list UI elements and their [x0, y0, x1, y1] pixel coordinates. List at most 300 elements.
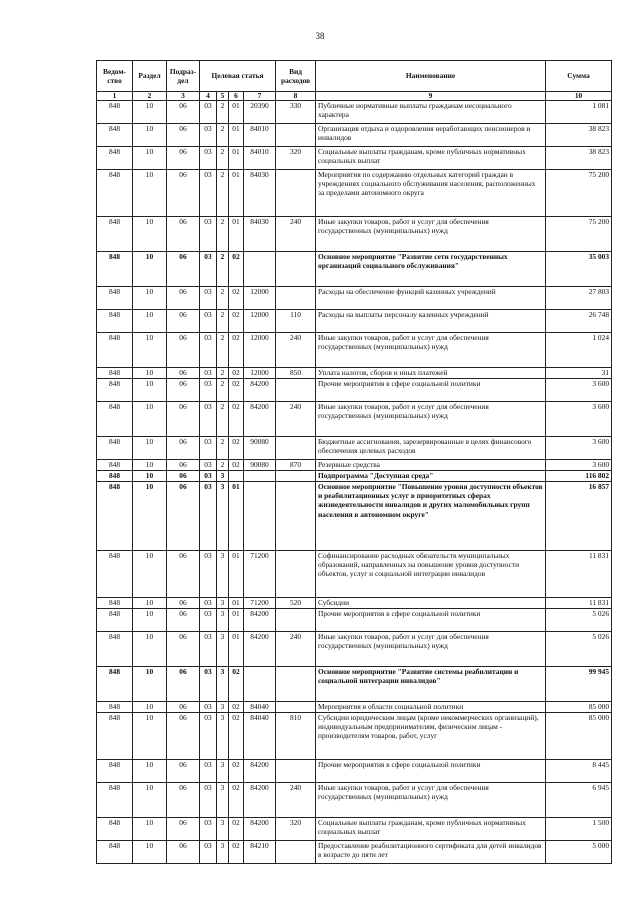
table-row — [97, 783, 612, 818]
direction-code-cell: 20390 — [244, 101, 276, 124]
subsection-cell: 06 — [167, 101, 200, 124]
amount-cell: 85 000 — [546, 702, 612, 713]
direction-code-cell: 84040 — [244, 702, 276, 713]
event-code-cell: 01 — [229, 217, 244, 252]
expense-type-cell: 240 — [276, 783, 316, 818]
amount-cell: 5 000 — [546, 841, 612, 864]
department-cell: 848 — [97, 783, 133, 818]
department-cell: 848 — [97, 170, 133, 217]
amount-cell: 11 831 — [546, 551, 612, 598]
name-cell: Мероприятия по содержанию отдельных категорий граждан в учреждениях социального обслуживания населения, расположенных за пределами автономного округа — [316, 170, 546, 217]
section-cell: 10 — [133, 471, 167, 482]
subsection-cell: 06 — [167, 482, 200, 551]
amount-cell: 75 200 — [546, 217, 612, 252]
subsection-cell: 06 — [167, 402, 200, 437]
amount-cell: 16 857 — [546, 482, 612, 551]
section-cell: 10 — [133, 333, 167, 368]
department-cell: 848 — [97, 632, 133, 667]
subsection-cell: 06 — [167, 667, 200, 702]
name-cell: Основное мероприятие "Повышение уровня доступности объектов и реабилитационных услуг в приоритетных сферах жизнедеятельности инвалидов и других маломобильных групп населения в автономном округе" — [316, 482, 546, 551]
program-code-cell: 03 — [200, 841, 217, 864]
amount-cell: 35 003 — [546, 252, 612, 287]
event-code-cell: 01 — [229, 147, 244, 170]
amount-cell: 1 500 — [546, 818, 612, 841]
event-code-cell: 02 — [229, 368, 244, 379]
program-code-cell: 03 — [200, 760, 217, 783]
section-cell: 10 — [133, 170, 167, 217]
direction-code-cell: 84200 — [244, 609, 276, 632]
subsection-cell: 06 — [167, 368, 200, 379]
amount-cell: 3 600 — [546, 437, 612, 460]
name-cell: Подпрограмма "Доступная среда" — [316, 471, 546, 482]
program-code-cell: 03 — [200, 702, 217, 713]
column-number: 10 — [546, 92, 612, 101]
amount-cell: 3 600 — [546, 402, 612, 437]
program-code-cell: 03 — [200, 667, 217, 702]
subsection-cell: 06 — [167, 379, 200, 402]
subsection-cell: 06 — [167, 217, 200, 252]
column-number: 1 — [97, 92, 133, 101]
table-row — [97, 702, 612, 713]
subsection-cell: 06 — [167, 310, 200, 333]
event-code-cell: 01 — [229, 598, 244, 609]
section-cell: 10 — [133, 310, 167, 333]
expense-type-cell: 320 — [276, 818, 316, 841]
budget-table — [96, 60, 612, 864]
section-cell: 10 — [133, 760, 167, 783]
program-code-cell: 03 — [200, 598, 217, 609]
department-cell: 848 — [97, 252, 133, 287]
subprogram-code-cell: 3 — [217, 818, 229, 841]
expense-type-cell — [276, 841, 316, 864]
event-code-cell: 02 — [229, 702, 244, 713]
subprogram-code-cell: 2 — [217, 379, 229, 402]
name-cell: Иные закупки товаров, работ и услуг для обеспечения государственных (муниципальных) нужд — [316, 333, 546, 368]
department-cell: 848 — [97, 482, 133, 551]
amount-cell: 8 445 — [546, 760, 612, 783]
subprogram-code-cell: 3 — [217, 471, 229, 482]
section-cell: 10 — [133, 551, 167, 598]
name-cell: Основное мероприятие "Развитие системы реабилитации и социальной интеграции инвалидов" — [316, 667, 546, 702]
expense-type-cell — [276, 124, 316, 147]
department-cell: 848 — [97, 402, 133, 437]
expense-type-cell: 870 — [276, 460, 316, 471]
direction-code-cell — [244, 482, 276, 551]
column-number: 3 — [167, 92, 200, 101]
subsection-cell: 06 — [167, 437, 200, 460]
section-cell: 10 — [133, 437, 167, 460]
header-target-article: Целевая статья — [200, 61, 276, 92]
direction-code-cell: 71200 — [244, 551, 276, 598]
program-code-cell: 03 — [200, 713, 217, 760]
department-cell: 848 — [97, 124, 133, 147]
subsection-cell: 06 — [167, 609, 200, 632]
direction-code-cell: 84200 — [244, 818, 276, 841]
event-code-cell: 01 — [229, 551, 244, 598]
direction-code-cell: 84200 — [244, 379, 276, 402]
program-code-cell: 03 — [200, 402, 217, 437]
table-row — [97, 482, 612, 551]
column-number: 5 — [217, 92, 229, 101]
department-cell: 848 — [97, 713, 133, 760]
section-cell: 10 — [133, 841, 167, 864]
direction-code-cell: 84200 — [244, 402, 276, 437]
expense-type-cell: 320 — [276, 147, 316, 170]
name-cell: Иные закупки товаров, работ и услуг для обеспечения государственных (муниципальных) нужд — [316, 217, 546, 252]
header-expense-type: Вид расходов — [276, 61, 316, 92]
name-cell: Мероприятия в области социальной политики — [316, 702, 546, 713]
program-code-cell: 03 — [200, 460, 217, 471]
section-cell: 10 — [133, 713, 167, 760]
amount-cell: 38 823 — [546, 147, 612, 170]
table-row — [97, 310, 612, 333]
expense-type-cell — [276, 379, 316, 402]
direction-code-cell: 90080 — [244, 460, 276, 471]
subprogram-code-cell: 2 — [217, 252, 229, 287]
section-cell: 10 — [133, 783, 167, 818]
subprogram-code-cell: 3 — [217, 632, 229, 667]
header-subsection: Подраз-дел — [167, 61, 200, 92]
program-code-cell: 03 — [200, 437, 217, 460]
header-name: Наименование — [316, 61, 546, 92]
section-cell: 10 — [133, 702, 167, 713]
column-number: 6 — [229, 92, 244, 101]
amount-cell: 1 024 — [546, 333, 612, 368]
expense-type-cell: 240 — [276, 632, 316, 667]
name-cell: Социальные выплаты гражданам, кроме публичных нормативных социальных выплат — [316, 147, 546, 170]
direction-code-cell: 12000 — [244, 333, 276, 368]
section-cell: 10 — [133, 632, 167, 667]
amount-cell: 116 802 — [546, 471, 612, 482]
event-code-cell: 02 — [229, 437, 244, 460]
direction-code-cell: 84030 — [244, 217, 276, 252]
program-code-cell: 03 — [200, 101, 217, 124]
expense-type-cell — [276, 170, 316, 217]
department-cell: 848 — [97, 310, 133, 333]
subprogram-code-cell: 2 — [217, 368, 229, 379]
direction-code-cell: 84040 — [244, 713, 276, 760]
subsection-cell: 06 — [167, 551, 200, 598]
expense-type-cell: 110 — [276, 310, 316, 333]
subsection-cell: 06 — [167, 598, 200, 609]
event-code-cell: 02 — [229, 333, 244, 368]
department-cell: 848 — [97, 217, 133, 252]
event-code-cell: 02 — [229, 310, 244, 333]
name-cell: Софинансирование расходных обязательств муниципальных образований, направленных на повышение уровня доступности объектов, услуг и социальной интеграции инвалидов — [316, 551, 546, 598]
subprogram-code-cell: 3 — [217, 841, 229, 864]
event-code-cell: 02 — [229, 783, 244, 818]
subprogram-code-cell: 3 — [217, 482, 229, 551]
section-cell: 10 — [133, 124, 167, 147]
table-row — [97, 147, 612, 170]
amount-cell: 6 945 — [546, 783, 612, 818]
expense-type-cell — [276, 287, 316, 310]
name-cell: Публичные нормативные выплаты гражданам несоциального характера — [316, 101, 546, 124]
subprogram-code-cell: 2 — [217, 124, 229, 147]
expense-type-cell: 240 — [276, 333, 316, 368]
expense-type-cell — [276, 437, 316, 460]
department-cell: 848 — [97, 471, 133, 482]
section-cell: 10 — [133, 667, 167, 702]
subprogram-code-cell: 3 — [217, 760, 229, 783]
subprogram-code-cell: 3 — [217, 551, 229, 598]
section-cell: 10 — [133, 287, 167, 310]
department-cell: 848 — [97, 379, 133, 402]
department-cell: 848 — [97, 598, 133, 609]
amount-cell: 5 026 — [546, 609, 612, 632]
event-code-cell: 02 — [229, 379, 244, 402]
subprogram-code-cell: 2 — [217, 460, 229, 471]
expense-type-cell: 240 — [276, 217, 316, 252]
column-number: 8 — [276, 92, 316, 101]
subsection-cell: 06 — [167, 460, 200, 471]
program-code-cell: 03 — [200, 609, 217, 632]
amount-cell: 31 — [546, 368, 612, 379]
event-code-cell: 02 — [229, 667, 244, 702]
table-row — [97, 551, 612, 598]
event-code-cell: 02 — [229, 713, 244, 760]
expense-type-cell — [276, 551, 316, 598]
table-row — [97, 841, 612, 864]
section-cell: 10 — [133, 598, 167, 609]
subprogram-code-cell: 3 — [217, 702, 229, 713]
table-row — [97, 713, 612, 760]
event-code-cell: 02 — [229, 402, 244, 437]
event-code-cell: 02 — [229, 760, 244, 783]
table-row — [97, 287, 612, 310]
subsection-cell: 06 — [167, 841, 200, 864]
subprogram-code-cell: 3 — [217, 609, 229, 632]
subprogram-code-cell: 2 — [217, 402, 229, 437]
direction-code-cell — [244, 667, 276, 702]
header-row — [97, 61, 612, 92]
subprogram-code-cell: 2 — [217, 287, 229, 310]
subsection-cell: 06 — [167, 818, 200, 841]
expense-type-cell: 810 — [276, 713, 316, 760]
table-row — [97, 437, 612, 460]
program-code-cell: 03 — [200, 783, 217, 818]
direction-code-cell: 12000 — [244, 287, 276, 310]
direction-code-cell: 12000 — [244, 310, 276, 333]
program-code-cell: 03 — [200, 217, 217, 252]
direction-code-cell: 71200 — [244, 598, 276, 609]
name-cell: Бюджетные ассигнования, зарезервированные в целях финансового обеспечения целевых расходов — [316, 437, 546, 460]
expense-type-cell: 330 — [276, 101, 316, 124]
section-cell: 10 — [133, 402, 167, 437]
name-cell: Субсидии юридическим лицам (кроме некоммерческих организаций), индивидуальным предпринимателям, физическим лицам - производителям товаров, работ, услуг — [316, 713, 546, 760]
subprogram-code-cell: 3 — [217, 783, 229, 818]
expense-type-cell — [276, 760, 316, 783]
section-cell: 10 — [133, 252, 167, 287]
column-number-row — [97, 92, 612, 101]
table-body — [97, 101, 612, 864]
program-code-cell: 03 — [200, 379, 217, 402]
subprogram-code-cell: 2 — [217, 217, 229, 252]
subsection-cell: 06 — [167, 252, 200, 287]
event-code-cell: 01 — [229, 609, 244, 632]
column-number: 9 — [316, 92, 546, 101]
program-code-cell: 03 — [200, 471, 217, 482]
amount-cell: 5 026 — [546, 632, 612, 667]
section-cell: 10 — [133, 818, 167, 841]
section-cell: 10 — [133, 460, 167, 471]
table-row — [97, 598, 612, 609]
subsection-cell: 06 — [167, 702, 200, 713]
header-section: Раздел — [133, 61, 167, 92]
department-cell: 848 — [97, 760, 133, 783]
expense-type-cell: 520 — [276, 598, 316, 609]
event-code-cell: 02 — [229, 460, 244, 471]
direction-code-cell: 84200 — [244, 632, 276, 667]
table-row — [97, 101, 612, 124]
expense-type-cell — [276, 702, 316, 713]
name-cell: Субсидии — [316, 598, 546, 609]
program-code-cell: 03 — [200, 147, 217, 170]
department-cell: 848 — [97, 147, 133, 170]
subsection-cell: 06 — [167, 632, 200, 667]
subprogram-code-cell: 3 — [217, 667, 229, 702]
table-row — [97, 368, 612, 379]
name-cell: Резервные средства — [316, 460, 546, 471]
name-cell: Прочие мероприятия в сфере социальной политики — [316, 379, 546, 402]
table-row — [97, 460, 612, 471]
column-number: 4 — [200, 92, 217, 101]
table-row — [97, 760, 612, 783]
program-code-cell: 03 — [200, 818, 217, 841]
section-cell: 10 — [133, 482, 167, 551]
section-cell: 10 — [133, 368, 167, 379]
direction-code-cell: 84200 — [244, 760, 276, 783]
name-cell: Иные закупки товаров, работ и услуг для обеспечения государственных (муниципальных) нужд — [316, 783, 546, 818]
name-cell: Иные закупки товаров, работ и услуг для обеспечения государственных (муниципальных) нужд — [316, 632, 546, 667]
subsection-cell: 06 — [167, 333, 200, 368]
program-code-cell: 03 — [200, 124, 217, 147]
direction-code-cell: 84200 — [244, 783, 276, 818]
table-row — [97, 667, 612, 702]
section-cell: 10 — [133, 147, 167, 170]
event-code-cell: 01 — [229, 170, 244, 217]
department-cell: 848 — [97, 333, 133, 368]
event-code-cell: 02 — [229, 841, 244, 864]
expense-type-cell — [276, 252, 316, 287]
page-number: 38 — [315, 31, 325, 41]
amount-cell: 27 803 — [546, 287, 612, 310]
expense-type-cell: 850 — [276, 368, 316, 379]
direction-code-cell — [244, 252, 276, 287]
direction-code-cell: 84030 — [244, 170, 276, 217]
department-cell: 848 — [97, 841, 133, 864]
section-cell: 10 — [133, 101, 167, 124]
program-code-cell: 03 — [200, 170, 217, 217]
department-cell: 848 — [97, 460, 133, 471]
program-code-cell: 03 — [200, 551, 217, 598]
department-cell: 848 — [97, 667, 133, 702]
department-cell: 848 — [97, 609, 133, 632]
amount-cell: 38 823 — [546, 124, 612, 147]
name-cell: Предоставление реабилитационного сертификата для детей инвалидов в возрасте до пяти лет — [316, 841, 546, 864]
subsection-cell: 06 — [167, 124, 200, 147]
table-row — [97, 632, 612, 667]
department-cell: 848 — [97, 101, 133, 124]
program-code-cell: 03 — [200, 368, 217, 379]
expense-type-cell — [276, 667, 316, 702]
direction-code-cell — [244, 471, 276, 482]
column-number: 2 — [133, 92, 167, 101]
name-cell: Прочие мероприятия в сфере социальной политики — [316, 609, 546, 632]
department-cell: 848 — [97, 437, 133, 460]
expense-type-cell: 240 — [276, 402, 316, 437]
program-code-cell: 03 — [200, 333, 217, 368]
expense-type-cell — [276, 471, 316, 482]
table-row — [97, 252, 612, 287]
table-row — [97, 124, 612, 147]
expense-type-cell — [276, 482, 316, 551]
subsection-cell: 06 — [167, 147, 200, 170]
program-code-cell: 03 — [200, 287, 217, 310]
name-cell: Иные закупки товаров, работ и услуг для обеспечения государственных (муниципальных) нужд — [316, 402, 546, 437]
direction-code-cell: 12000 — [244, 368, 276, 379]
subprogram-code-cell: 2 — [217, 310, 229, 333]
program-code-cell: 03 — [200, 252, 217, 287]
program-code-cell: 03 — [200, 632, 217, 667]
department-cell: 848 — [97, 287, 133, 310]
amount-cell: 99 945 — [546, 667, 612, 702]
table-row — [97, 333, 612, 368]
subprogram-code-cell: 3 — [217, 713, 229, 760]
direction-code-cell: 90080 — [244, 437, 276, 460]
name-cell: Уплата налогов, сборов и иных платежей — [316, 368, 546, 379]
department-cell: 848 — [97, 551, 133, 598]
department-cell: 848 — [97, 368, 133, 379]
department-cell: 848 — [97, 702, 133, 713]
direction-code-cell: 84010 — [244, 147, 276, 170]
amount-cell: 75 200 — [546, 170, 612, 217]
amount-cell: 3 600 — [546, 460, 612, 471]
subprogram-code-cell: 3 — [217, 598, 229, 609]
direction-code-cell: 84010 — [244, 124, 276, 147]
header-department: Ведом-ство — [97, 61, 133, 92]
table-row — [97, 471, 612, 482]
subsection-cell: 06 — [167, 170, 200, 217]
program-code-cell: 03 — [200, 310, 217, 333]
section-cell: 10 — [133, 379, 167, 402]
department-cell: 848 — [97, 818, 133, 841]
table-row — [97, 170, 612, 217]
header-amount: Сумма — [546, 61, 612, 92]
subprogram-code-cell: 2 — [217, 147, 229, 170]
subsection-cell: 06 — [167, 760, 200, 783]
name-cell: Расходы на выплаты персоналу казенных учреждений — [316, 310, 546, 333]
name-cell: Прочие мероприятия в сфере социальной политики — [316, 760, 546, 783]
event-code-cell: 01 — [229, 632, 244, 667]
table-row — [97, 217, 612, 252]
column-number: 7 — [244, 92, 276, 101]
event-code-cell: 02 — [229, 818, 244, 841]
amount-cell: 1 081 — [546, 101, 612, 124]
name-cell: Расходы на обеспечение функций казенных учреждений — [316, 287, 546, 310]
name-cell: Социальные выплаты гражданам, кроме публичных нормативных социальных выплат — [316, 818, 546, 841]
section-cell: 10 — [133, 609, 167, 632]
subprogram-code-cell: 2 — [217, 437, 229, 460]
subprogram-code-cell: 2 — [217, 170, 229, 217]
subprogram-code-cell: 2 — [217, 101, 229, 124]
table-row — [97, 609, 612, 632]
subsection-cell: 06 — [167, 783, 200, 818]
expense-type-cell — [276, 609, 316, 632]
table-row — [97, 379, 612, 402]
table-row — [97, 402, 612, 437]
amount-cell: 11 831 — [546, 598, 612, 609]
